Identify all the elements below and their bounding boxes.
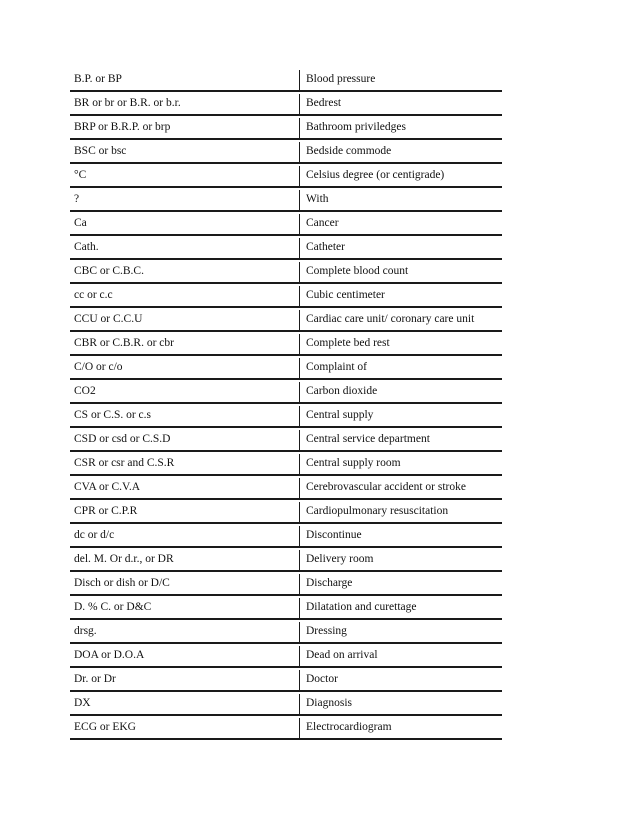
abbreviation-cell: CS or C.S. or c.s: [74, 409, 151, 422]
meaning-cell: Dressing: [299, 622, 502, 642]
abbreviation-table: [70, 70, 502, 742]
abbreviation-cell: CO2: [74, 385, 96, 398]
abbreviation-cell: Dr. or Dr: [74, 673, 116, 686]
meaning-cell: Bedrest: [299, 94, 502, 114]
abbreviation-cell: CBR or C.B.R. or cbr: [74, 337, 174, 350]
abbreviation-cell: cc or c.c: [74, 289, 113, 302]
meaning-cell: Blood pressure: [299, 70, 502, 90]
table-row: [70, 334, 502, 356]
meaning-cell: Bedside commode: [299, 142, 502, 162]
meaning-cell: With: [299, 190, 502, 210]
meaning-cell: Complete bed rest: [299, 334, 502, 354]
abbreviation-cell: Cath.: [74, 241, 99, 254]
abbreviation-cell: °C: [74, 169, 87, 182]
table-row: [70, 526, 502, 548]
table-row: [70, 382, 502, 404]
table-row: [70, 406, 502, 428]
abbreviation-cell: dc or d/c: [74, 529, 115, 542]
meaning-cell: Diagnosis: [299, 694, 502, 714]
meaning-cell: Cerebrovascular accident or stroke: [299, 478, 502, 498]
meaning-cell: Cancer: [299, 214, 502, 234]
abbreviation-cell: ?: [74, 193, 80, 206]
table-row: [70, 286, 502, 308]
meaning-cell: Central supply: [299, 406, 502, 426]
abbreviation-cell: del. M. Or d.r., or DR: [74, 553, 174, 566]
abbreviation-cell: D. % C. or D&C: [74, 601, 152, 614]
meaning-cell: Central service department: [299, 430, 502, 450]
abbreviation-cell: CCU or C.C.U: [74, 313, 143, 326]
abbreviation-cell: CBC or C.B.C.: [74, 265, 144, 278]
meaning-cell: Delivery room: [299, 550, 502, 570]
abbreviation-cell: drsg.: [74, 625, 97, 638]
meaning-cell: Cardiac care unit/ coronary care unit: [299, 310, 502, 330]
table-row: [70, 550, 502, 572]
meaning-cell: Discontinue: [299, 526, 502, 546]
meaning-cell: Central supply room: [299, 454, 502, 474]
table-row: [70, 622, 502, 644]
meaning-cell: Cardiopulmonary resuscitation: [299, 502, 502, 522]
table-row: [70, 310, 502, 332]
abbreviation-cell: CVA or C.V.A: [74, 481, 141, 494]
table-row: [70, 238, 502, 260]
meaning-cell: Complete blood count: [299, 262, 502, 282]
abbreviation-cell: BRP or B.R.P. or brp: [74, 121, 171, 134]
table-row: [70, 646, 502, 668]
table-row: [70, 574, 502, 596]
meaning-cell: Dilatation and curettage: [299, 598, 502, 618]
abbreviation-cell: BSC or bsc: [74, 145, 127, 158]
table-row: [70, 454, 502, 476]
table-row: [70, 502, 502, 524]
table-row: [70, 118, 502, 140]
table-row: [70, 694, 502, 716]
table-row: [70, 670, 502, 692]
meaning-cell: Doctor: [299, 670, 502, 690]
table-row: [70, 598, 502, 620]
meaning-cell: Discharge: [299, 574, 502, 594]
table-row: [70, 166, 502, 188]
meaning-cell: Celsius degree (or centigrade): [299, 166, 502, 186]
meaning-cell: Cubic centimeter: [299, 286, 502, 306]
meaning-cell: Electrocardiogram: [299, 718, 502, 738]
abbreviation-cell: C/O or c/o: [74, 361, 123, 374]
table-row: [70, 142, 502, 164]
table-row: [70, 262, 502, 284]
table-row: [70, 358, 502, 380]
meaning-cell: Dead on arrival: [299, 646, 502, 666]
table-row: [70, 214, 502, 236]
abbreviation-cell: B.P. or BP: [74, 73, 122, 86]
table-row: [70, 94, 502, 116]
meaning-cell: Complaint of: [299, 358, 502, 378]
abbreviation-cell: Disch or dish or D/C: [74, 577, 170, 590]
table-row: [70, 190, 502, 212]
abbreviation-cell: BR or br or B.R. or b.r.: [74, 97, 181, 110]
abbreviation-cell: Ca: [74, 217, 87, 230]
table-row: [70, 718, 502, 740]
abbreviation-cell: DOA or D.O.A: [74, 649, 145, 662]
table-row: [70, 70, 502, 92]
abbreviation-cell: DX: [74, 697, 91, 710]
abbreviation-cell: CSD or csd or C.S.D: [74, 433, 171, 446]
abbreviation-cell: CSR or csr and C.S.R: [74, 457, 175, 470]
meaning-cell: Bathroom priviledges: [299, 118, 502, 138]
meaning-cell: Carbon dioxide: [299, 382, 502, 402]
abbreviation-cell: CPR or C.P.R: [74, 505, 138, 518]
meaning-cell: Catheter: [299, 238, 502, 258]
table-row: [70, 478, 502, 500]
abbreviation-cell: ECG or EKG: [74, 721, 136, 734]
table-row: [70, 430, 502, 452]
